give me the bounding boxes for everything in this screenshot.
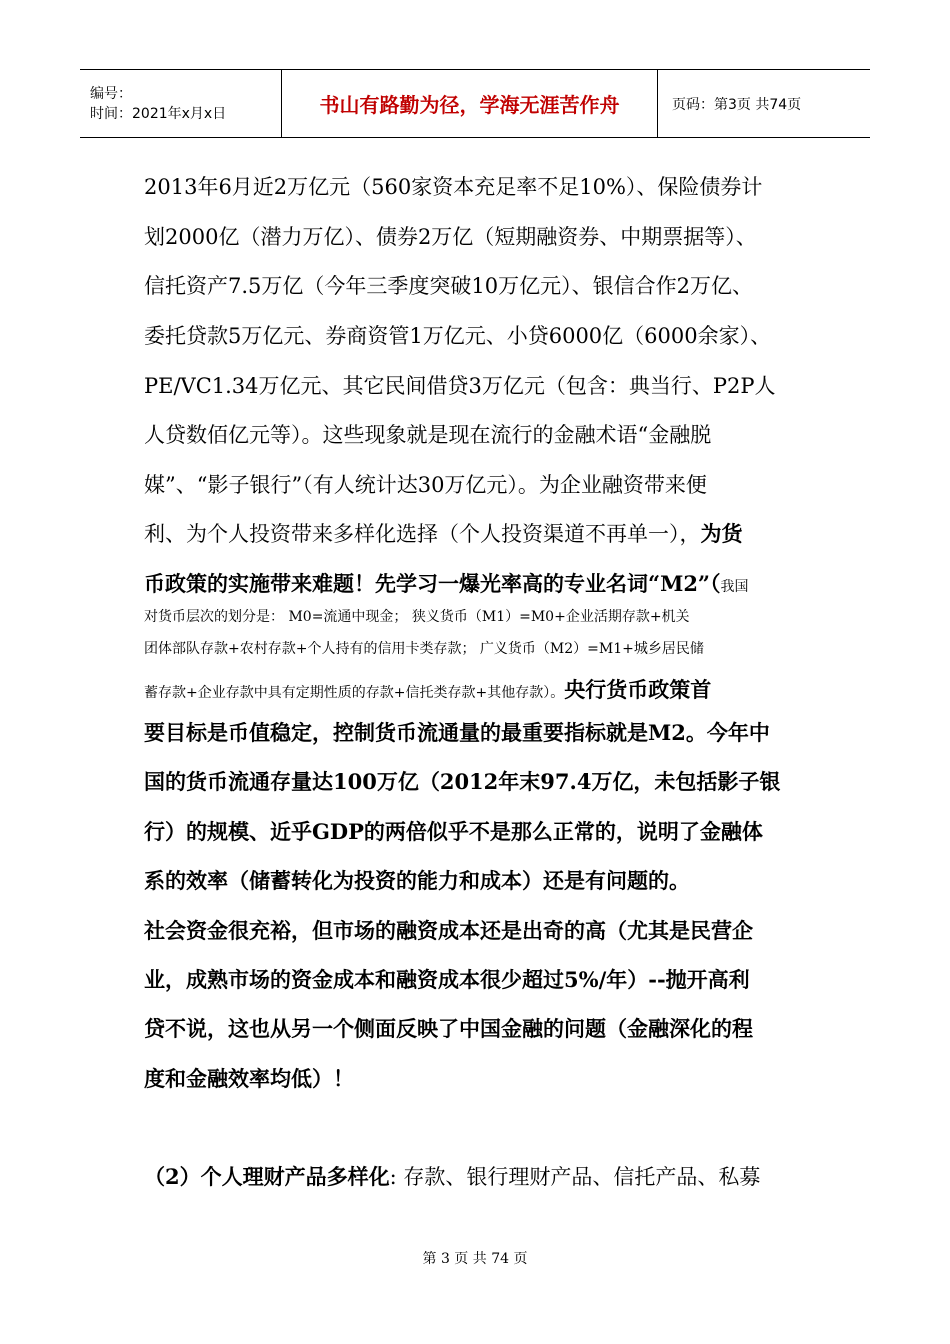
body-line <box>144 676 711 704</box>
small-body-line: 对货币层次的划分是： M0=流通中现金； 狭义货币（M1）=M0+企业活期存款+机关 <box>144 609 690 625</box>
footer-page-number: 第 3 页 共 74 页 <box>422 1251 528 1267</box>
body-line: 媒”、“影子银行”（有人统计达30万亿元）。为企业融资带来便 <box>144 473 707 497</box>
motto-text: 书山有路勤为径，学海无涯苦作舟 <box>319 93 620 117</box>
bold-body-line: 国的货币流通存量达100万亿（2012年末97.4万亿，未包括影子银 <box>144 769 781 794</box>
bold-body-line: 度和金融效率均低）！ <box>144 1066 354 1091</box>
document-date: 时间：2021年x月x日 <box>90 105 227 122</box>
section-text: : 存款、银行理财产品、信托产品、私募 <box>389 1165 761 1189</box>
header-page-info <box>658 70 870 137</box>
bold-body-line: 要目标是币值稳定，控制货币流通量的最重要指标就是M2。今年中 <box>144 720 770 745</box>
header-meta <box>80 70 282 137</box>
bold-body-line: 社会资金很充裕，但市场的融资成本还是出奇的高（尤其是民营企 <box>144 918 753 943</box>
header-motto <box>282 70 658 137</box>
document-header <box>80 69 870 138</box>
small-body-line: 团体部队存款+农村存款+个人持有的信用卡类存款； 广义货币（M2）=M1+城乡居民储 <box>144 641 704 657</box>
bold-body-line: 贷不说，这也从另一个侧面反映了中国金融的问题（金融深化的程 <box>144 1016 753 1041</box>
body-line: 2013年6月近2万亿元（560家资本充足率不足10%）、保险债券计 <box>144 175 763 199</box>
bold-body-line: 系的效率（储蓄转化为投资的能力和成本）还是有问题的。 <box>144 868 690 893</box>
body-line: 划2000亿（潜力万亿）、债券2万亿（短期融资券、中期票据等）、 <box>144 225 757 249</box>
document-number-label: 编号： <box>90 85 132 102</box>
bold-text-segment: 为货 <box>700 521 743 546</box>
body-text-segment: 利、为个人投资带来多样化选择（个人投资渠道不再单一）， <box>144 522 701 546</box>
bold-body-line: 业，成熟市场的资金成本和融资成本很少超过5%/年）--抛开高利 <box>144 967 750 992</box>
body-line: PE/VC1.34万亿元、其它民间借贷3万亿元（包含：典当行、P2P人 <box>144 374 776 398</box>
page-footer <box>0 1248 950 1268</box>
small-text-segment: 蓄存款+企业存款中具有定期性质的存款+信托类存款+其他存款）。 <box>144 685 565 701</box>
page-info-text: 页码：第3页 共74页 <box>672 96 802 113</box>
bold-text-segment: 币政策的实施带来难题！先学习一爆光率高的专业名词“M2”（ <box>144 571 721 596</box>
body-line <box>144 570 749 598</box>
bold-text-segment: 央行货币政策首 <box>564 677 712 702</box>
bold-body-line: 行）的规模、近乎GDP的两倍似乎不是那么正常的，说明了金融体 <box>144 819 763 844</box>
body-line: 委托贷款5万亿元、券商资管1万亿元、小贷6000亿（6000余家）、 <box>144 324 772 348</box>
section-heading: （2）个人理财产品多样化 <box>144 1164 390 1189</box>
small-text-segment: 我国 <box>720 579 749 595</box>
body-line: 信托资产7.5万亿（今年三季度突破10万亿元）、银信合作2万亿、 <box>144 274 753 298</box>
body-line <box>144 520 743 548</box>
body-line: 人贷数佰亿元等）。这些现象就是现在流行的金融术语“金融脱 <box>144 423 712 447</box>
section-line <box>144 1163 760 1191</box>
